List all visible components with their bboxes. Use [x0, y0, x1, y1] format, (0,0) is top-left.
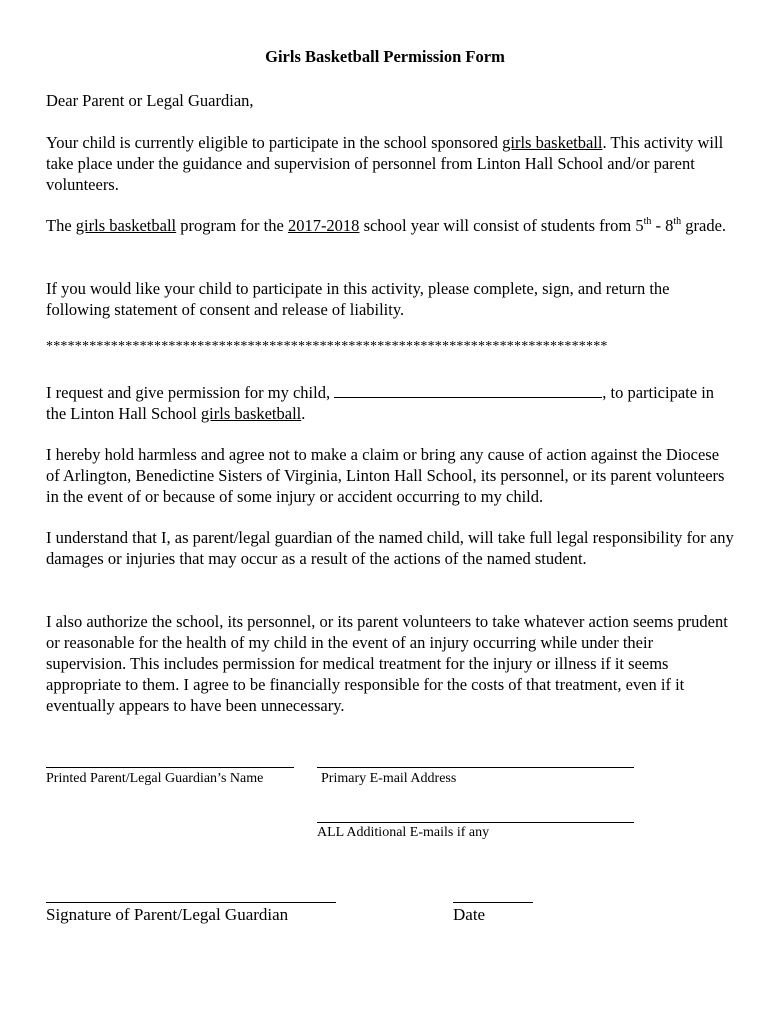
- text: .: [301, 404, 306, 423]
- paragraph-program: [46, 215, 736, 236]
- paragraph-permission: [46, 382, 736, 424]
- greeting: Dear Parent or Legal Guardian,: [46, 91, 254, 110]
- superscript: th: [643, 216, 652, 227]
- additional-emails-label: ALL Additional E-mails if any: [317, 825, 490, 840]
- date-label: Date: [453, 905, 486, 924]
- additional-emails-field[interactable]: [317, 822, 634, 823]
- printed-name-label: Printed Parent/Legal Guardian’s Name: [46, 771, 264, 786]
- paragraph-eligibility: [46, 132, 736, 195]
- text: Your child is currently eligible to participate in the school sponsored: [46, 133, 503, 152]
- text: The: [46, 216, 76, 235]
- printed-name-field[interactable]: [46, 767, 294, 768]
- date-field[interactable]: [453, 902, 533, 903]
- text: I request and give permission for my child,: [46, 383, 335, 402]
- paragraph-instructions: If you would like your child to participate in this activity, please complete, sign, and return the following statement of consent and release of liability.: [46, 279, 670, 319]
- activity-name: girls basketball: [75, 216, 177, 235]
- school-year: 2017-2018: [287, 216, 360, 235]
- signature-label: Signature of Parent/Legal Guardian: [46, 905, 289, 924]
- text: program for the: [176, 216, 288, 235]
- child-name-field[interactable]: [334, 383, 602, 398]
- paragraph-release: I hereby hold harmless and agree not to make a claim or bring any cause of action against the Diocese of Arlington, Benedictine Sisters of Virginia, Linton Hall School, its personnel, or its parent volunteers in the event of or because of some injury or accident occurring to my child.: [46, 445, 725, 506]
- paragraph-medical: I also authorize the school, its personnel, or its parent volunteers to take whatever action seems prudent or reasonable for the health of my child in the event of an injury occurring while under their supervision. This includes permission for medical treatment for the injury or illness if it seems appropriate to them. I agree to be financially responsible for the costs of that treatment, even if it eventually appears to have been unnecessary.: [46, 612, 728, 715]
- text: school year will consist of students from 5: [359, 216, 644, 235]
- activity-name: girls basketball: [502, 133, 603, 152]
- text: - 8: [651, 216, 674, 235]
- activity-name: girls basketball: [200, 404, 302, 423]
- form-title: Girls Basketball Permission Form: [265, 47, 505, 66]
- text: . This activity will take place under the guidance and supervision of personnel from Linton Hall School and/or parent volunteers.: [46, 133, 724, 194]
- primary-email-field[interactable]: [317, 767, 634, 768]
- superscript: th: [673, 216, 682, 227]
- signature-field[interactable]: [46, 902, 336, 903]
- primary-email-label: Primary E-mail Address: [321, 771, 457, 786]
- text: , to participate in the Linton Hall School: [46, 383, 715, 423]
- divider: ******************************************************************************: [46, 339, 608, 354]
- paragraph-responsibility: I understand that I, as parent/legal guardian of the named child, will take full legal responsibility for any damages or injuries that may occur as a result of the actions of the named student.: [46, 528, 734, 568]
- text: grade.: [681, 216, 727, 235]
